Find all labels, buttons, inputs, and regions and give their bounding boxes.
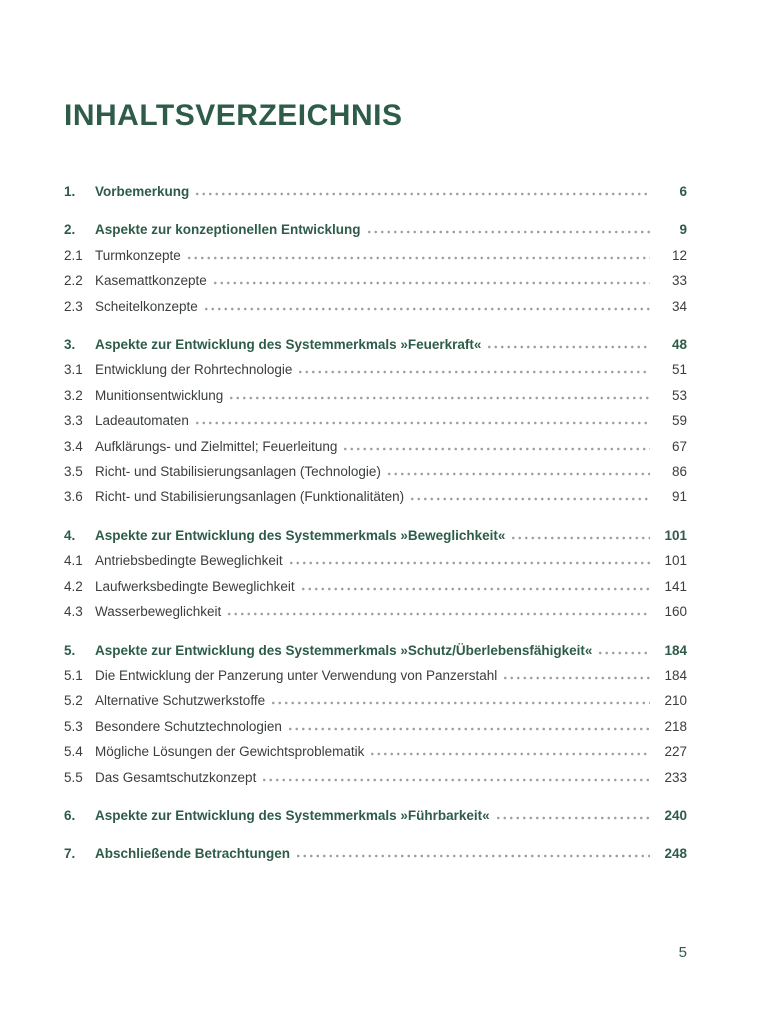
toc-entry-label: Aspekte zur Entwicklung des Systemmerkmals »Beweglichkeit« bbox=[95, 527, 506, 543]
toc-entry-page: 53 bbox=[671, 387, 687, 403]
toc-entry-number: 5.3 bbox=[64, 718, 83, 734]
toc-entry bbox=[64, 268, 687, 293]
toc-entry-page: 67 bbox=[671, 438, 687, 454]
toc-entry-label: Entwicklung der Rohrtechnologie bbox=[95, 362, 293, 378]
dot-leader bbox=[386, 472, 650, 476]
toc-entry-number: 6. bbox=[64, 807, 76, 823]
toc-entry bbox=[64, 243, 687, 268]
toc-entry-number: 3. bbox=[64, 337, 76, 353]
toc-entry-label: Aspekte zur Entwicklung des Systemmerkmals »Feuerkraft« bbox=[95, 337, 482, 353]
toc-entry-number: 5.4 bbox=[64, 744, 83, 760]
dot-leader bbox=[369, 752, 650, 756]
toc-group bbox=[64, 841, 687, 866]
dot-leader bbox=[270, 701, 650, 705]
toc-entry-number: 3.4 bbox=[64, 438, 83, 454]
toc-entry bbox=[64, 638, 687, 663]
toc-entry-number: 4.1 bbox=[64, 553, 83, 569]
toc-entry-label: Abschließende Betrachtungen bbox=[95, 846, 291, 862]
toc-entry-page: 210 bbox=[664, 693, 687, 709]
toc-entry-page: 248 bbox=[664, 846, 687, 862]
toc-entry-label: Scheitelkonzepte bbox=[95, 298, 198, 314]
toc-entry-label: Vorbemerkung bbox=[95, 184, 190, 199]
toc-entry bbox=[64, 739, 687, 764]
dot-leader bbox=[212, 281, 650, 285]
toc-entry-number: 4.2 bbox=[64, 578, 83, 594]
toc-entry-page: 184 bbox=[664, 642, 687, 658]
toc-entry bbox=[64, 383, 687, 408]
toc-entry-page: 160 bbox=[664, 604, 687, 620]
toc-entry-page: 86 bbox=[671, 464, 687, 480]
toc-entry-number: 5. bbox=[64, 642, 76, 658]
toc-entry-number: 2.1 bbox=[64, 247, 83, 263]
toc-entry-label: Laufwerksbedingte Beweglichkeit bbox=[95, 578, 295, 594]
toc-entry bbox=[64, 663, 687, 688]
toc-entry-label: Aspekte zur konzeptionellen Entwicklung bbox=[95, 222, 361, 238]
toc-entry-number: 1. bbox=[64, 184, 76, 199]
toc-entry bbox=[64, 523, 687, 548]
page-title: INHALTSVERZEICHNIS bbox=[64, 99, 403, 132]
toc-entry bbox=[64, 294, 687, 319]
toc-entry bbox=[64, 484, 687, 509]
toc-entry-label: Aufklärungs- und Zielmittel; Feuerleitung bbox=[95, 438, 338, 454]
toc-entry-page: 6 bbox=[679, 184, 687, 199]
toc-entry bbox=[64, 688, 687, 713]
toc-entry-number: 2. bbox=[64, 222, 76, 238]
toc-entry-label: Ladeautomaten bbox=[95, 413, 189, 429]
toc-entry-page: 184 bbox=[664, 667, 687, 683]
toc-entry-page: 233 bbox=[664, 769, 687, 785]
dot-leader bbox=[502, 676, 650, 680]
toc-entry bbox=[64, 179, 687, 204]
toc-entry-number: 3.6 bbox=[64, 489, 83, 505]
dot-leader bbox=[297, 370, 650, 374]
dot-leader bbox=[295, 854, 650, 858]
dot-leader bbox=[510, 536, 650, 540]
toc-entry bbox=[64, 803, 687, 828]
toc-entry-page: 240 bbox=[664, 807, 687, 823]
toc-entry bbox=[64, 217, 687, 242]
toc-entry-label: Richt- und Stabilisierungsanlagen (Technologie) bbox=[95, 464, 381, 480]
toc-entry-page: 218 bbox=[664, 718, 687, 734]
toc-entry-label: Richt- und Stabilisierungsanlagen (Funktionalitäten) bbox=[95, 489, 405, 505]
toc-entry-page: 101 bbox=[664, 527, 687, 543]
dot-leader bbox=[261, 778, 650, 782]
toc-entry bbox=[64, 841, 687, 866]
toc-entry-page: 59 bbox=[671, 413, 687, 429]
toc-entry bbox=[64, 357, 687, 382]
dot-leader bbox=[597, 651, 650, 655]
toc-entry-label: Kasemattkonzepte bbox=[95, 273, 207, 289]
toc-entry bbox=[64, 434, 687, 459]
toc-entry-page: 9 bbox=[679, 222, 687, 238]
toc-entry-label: Wasserbeweglichkeit bbox=[95, 604, 222, 620]
toc-entry-number: 3.3 bbox=[64, 413, 83, 429]
toc-group bbox=[64, 638, 687, 790]
toc-group bbox=[64, 523, 687, 625]
toc-group bbox=[64, 179, 687, 204]
dot-leader bbox=[288, 561, 650, 565]
toc-entry bbox=[64, 408, 687, 433]
toc-list bbox=[64, 179, 687, 880]
toc-entry-number: 4. bbox=[64, 527, 76, 543]
toc-entry bbox=[64, 714, 687, 739]
dot-leader bbox=[194, 192, 650, 196]
toc-entry-number: 7. bbox=[64, 846, 76, 862]
toc-entry-number: 3.1 bbox=[64, 362, 83, 378]
toc-entry-label: Aspekte zur Entwicklung des Systemmerkmals »Schutz/Überlebensfähigkeit« bbox=[95, 642, 593, 658]
dot-leader bbox=[186, 256, 650, 260]
toc-entry-page: 141 bbox=[664, 578, 687, 594]
footer-page-number: 5 bbox=[678, 944, 687, 961]
toc-entry bbox=[64, 332, 687, 357]
dot-leader bbox=[409, 497, 650, 501]
toc-entry-label: Mögliche Lösungen der Gewichtsproblematik bbox=[95, 744, 365, 760]
toc-entry-number: 4.3 bbox=[64, 604, 83, 620]
toc-entry-label: Alternative Schutzwerkstoffe bbox=[95, 693, 266, 709]
dot-leader bbox=[226, 612, 650, 616]
dot-leader bbox=[203, 307, 650, 311]
toc-entry-number: 2.3 bbox=[64, 298, 83, 314]
toc-entry bbox=[64, 599, 687, 624]
toc-entry-page: 51 bbox=[671, 362, 687, 378]
toc-entry-label: Turmkonzepte bbox=[95, 247, 181, 263]
dot-leader bbox=[486, 345, 650, 349]
toc-entry bbox=[64, 765, 687, 790]
toc-entry-page: 33 bbox=[671, 273, 687, 289]
toc-entry-number: 5.1 bbox=[64, 667, 83, 683]
toc-group bbox=[64, 803, 687, 828]
toc-entry-page: 227 bbox=[664, 744, 687, 760]
dot-leader bbox=[342, 447, 650, 451]
dot-leader bbox=[300, 587, 650, 591]
toc-entry bbox=[64, 459, 687, 484]
toc-entry-number: 3.5 bbox=[64, 464, 83, 480]
toc-entry-label: Die Entwicklung der Panzerung unter Verwendung von Panzerstahl bbox=[95, 667, 498, 683]
toc-entry bbox=[64, 548, 687, 573]
toc-entry-number: 5.5 bbox=[64, 769, 83, 785]
dot-leader bbox=[287, 727, 650, 731]
toc-entry-label: Besondere Schutztechnologien bbox=[95, 718, 282, 734]
toc-entry-number: 2.2 bbox=[64, 273, 83, 289]
toc-entry-label: Antriebsbedingte Beweglichkeit bbox=[95, 553, 283, 569]
toc-entry-label: Aspekte zur Entwicklung des Systemmerkmals »Führbarkeit« bbox=[95, 807, 490, 823]
toc-entry-label: Munitionsentwicklung bbox=[95, 387, 224, 403]
dot-leader bbox=[228, 396, 650, 400]
toc-entry-page: 48 bbox=[671, 337, 687, 353]
dot-leader bbox=[495, 816, 650, 820]
toc-entry-number: 3.2 bbox=[64, 387, 83, 403]
dot-leader bbox=[194, 421, 650, 425]
toc-entry-number: 5.2 bbox=[64, 693, 83, 709]
toc-entry-page: 91 bbox=[671, 489, 687, 505]
toc-entry-label: Das Gesamtschutzkonzept bbox=[95, 769, 257, 785]
toc-entry-page: 12 bbox=[671, 247, 687, 263]
toc-group bbox=[64, 332, 687, 510]
toc-entry bbox=[64, 574, 687, 599]
toc-entry-page: 34 bbox=[671, 298, 687, 314]
dot-leader bbox=[366, 230, 650, 234]
toc-entry-page: 101 bbox=[664, 553, 687, 569]
toc-group bbox=[64, 217, 687, 319]
